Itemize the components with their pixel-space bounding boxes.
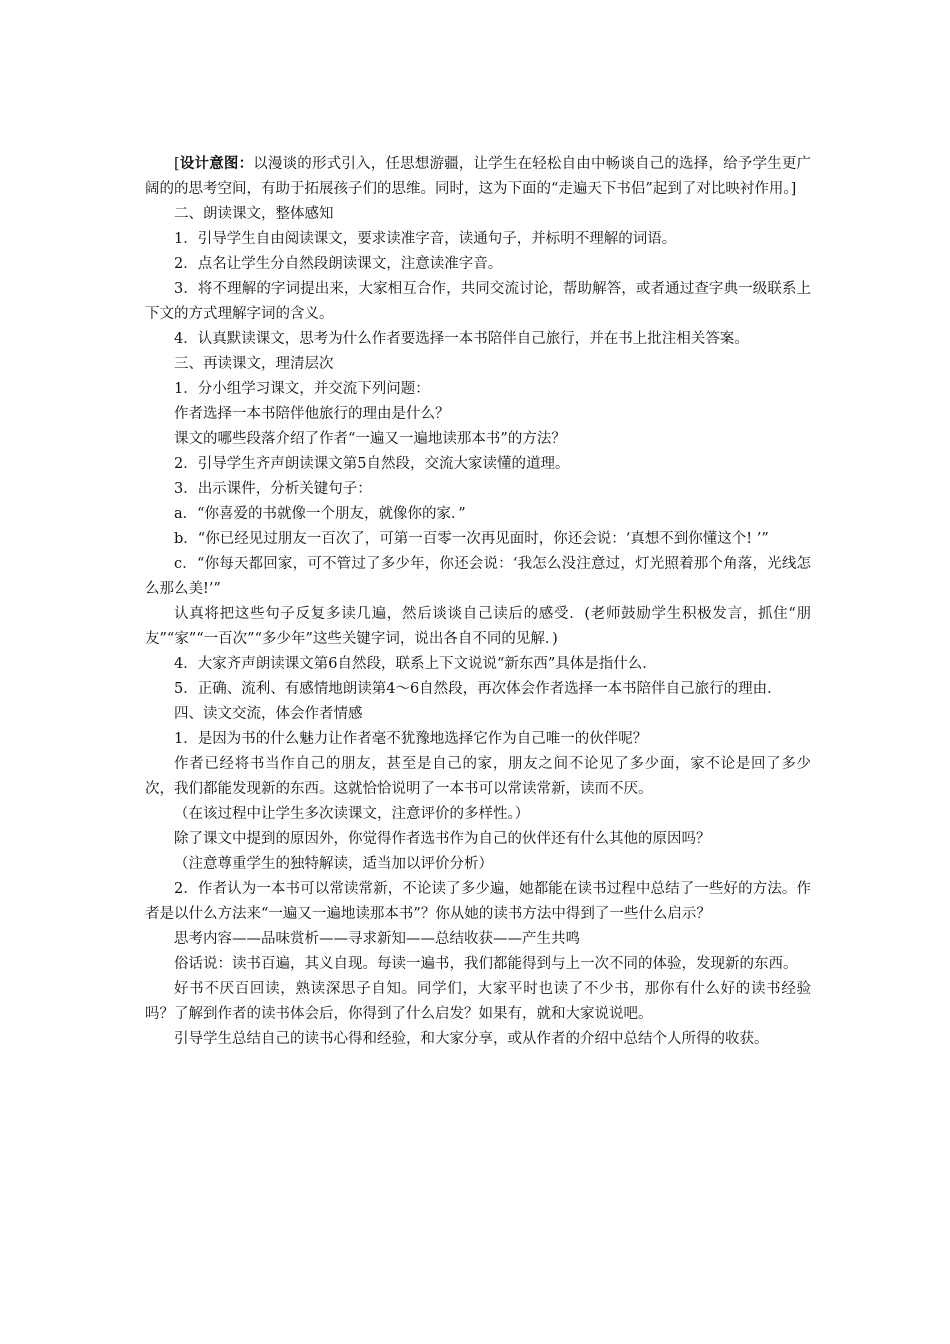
document-body [145, 151, 811, 1052]
section-heading-2: 二、朗读课文，整体感知 [174, 206, 334, 222]
paragraph: 3．将不理解的字词提出来，大家相互合作，共同交流讨论，帮助解答，或者通过查字典一级联系上下文的方式理解字词的含义。 [145, 281, 811, 322]
paragraph: 1．是因为书的什么魅力让作者毫不犹豫地选择它作为自己唯一的伙伴呢？ [174, 731, 648, 747]
paragraph: 5．正确、流利、有感情地朗读第4～6自然段，再次体会作者选择一本书陪伴自己旅行的理由． [174, 681, 782, 697]
section-heading-3: 三、再读课文，理清层次 [174, 356, 334, 372]
design-intent-paragraph [145, 151, 811, 202]
paragraph: 好书不厌百回读，熟读深思子自知。同学们，大家平时也读了不少书，那你有什么好的读书经验吗？了解到作者的读书体会后，你得到了什么启发？如果有，就和大家说说吧。 [145, 981, 811, 1022]
paragraph: 2．点名让学生分自然段朗读课文，注意读准字音。 [174, 256, 503, 272]
paragraph: 2．引导学生齐声朗读课文第5自然段，交流大家读懂的道理。 [174, 456, 570, 472]
paragraph: 4．大家齐声朗读课文第6自然段，联系上下文说说“新东西”具体是指什么． [174, 656, 657, 672]
paragraph: 引导学生总结自己的读书心得和经验，和大家分享，或从作者的介绍中总结个人所得的收获。 [174, 1031, 769, 1047]
paragraph: 认真将把这些句子反复多读几遍，然后谈谈自己读后的感受．(老师鼓励学生积极发言，抓住“朋友”“家”“一百次”“多少年”这些关键字词，说出各自不同的见解．) [145, 606, 811, 647]
paragraph: 课文的哪些段落介绍了作者“一遍又一遍地读那本书”的方法？ [174, 431, 566, 447]
paragraph: 1．分小组学习课文，并交流下列问题： [174, 381, 430, 397]
paragraph: （在该过程中让学生多次读课文，注意评价的多样性。） [174, 806, 530, 822]
paragraph: 作者已经将书当作自己的朋友，甚至是自己的家，朋友之间不论见了多少面，家不论是回了多少次，我们都能发现新的东西。这就恰恰说明了一本书可以常读常新，读而不厌。 [145, 756, 811, 797]
key-sentence-c: c．“你每天都回家，可不管过了多少年，你还会说：‘我怎么没注意过，灯光照着那个角落，光线怎么那么美!’” [145, 556, 811, 597]
paragraph: （注意尊重学生的独特解读，适当加以评价分析） [174, 856, 493, 872]
paragraph: 思考内容——品味赏析——寻求新知——总结收获——产生共鸣 [174, 931, 580, 947]
section-heading-4: 四、读文交流，体会作者情感 [174, 706, 363, 722]
paragraph: 2．作者认为一本书可以常读常新，不论读了多少遍，她都能在读书过程中总结了一些好的方法。作者是以什么方法来“一遍又一遍地读那本书”？你从她的读书方法中得到了一些什么启示？ [145, 881, 811, 922]
paragraph: 除了课文中提到的原因外，你觉得作者选书作为自己的伙伴还有什么其他的原因吗？ [174, 831, 711, 847]
design-intent-text: 以漫谈的形式引入，任思想游疆，让学生在轻松自由中畅谈自己的选择，给予学生更广阔的的思考空间，有助于拓展孩子们的思维。同时，这为下面的“走遍天下书侣”起到了对比映衬作用。] [145, 156, 811, 197]
key-sentence-a: a．“你喜爱的书就像一个朋友，就像你的家．” [174, 506, 466, 522]
design-intent-label: 设计意图： [179, 155, 254, 172]
paragraph: 作者选择一本书陪伴他旅行的理由是什么？ [174, 406, 450, 422]
paragraph: 3．出示课件，分析关键句子： [174, 481, 372, 497]
key-sentence-b: b．“你已经见过朋友一百次了，可第一百零一次再见面时，你还会说：‘真想不到你懂这个! ’” [174, 531, 769, 547]
bracket-open: [ [174, 156, 180, 172]
paragraph: 4．认真默读课文，思考为什么作者要选择一本书陪伴自己旅行，并在书上批注相关答案。 [174, 331, 749, 347]
paragraph: 1．引导学生自由阅读课文，要求读准字音，读通句子，并标明不理解的词语。 [174, 231, 677, 247]
paragraph: 俗话说：读书百遍，其义自现。每读一遍书，我们都能得到与上一次不同的体验，发现新的东西。 [174, 956, 798, 972]
